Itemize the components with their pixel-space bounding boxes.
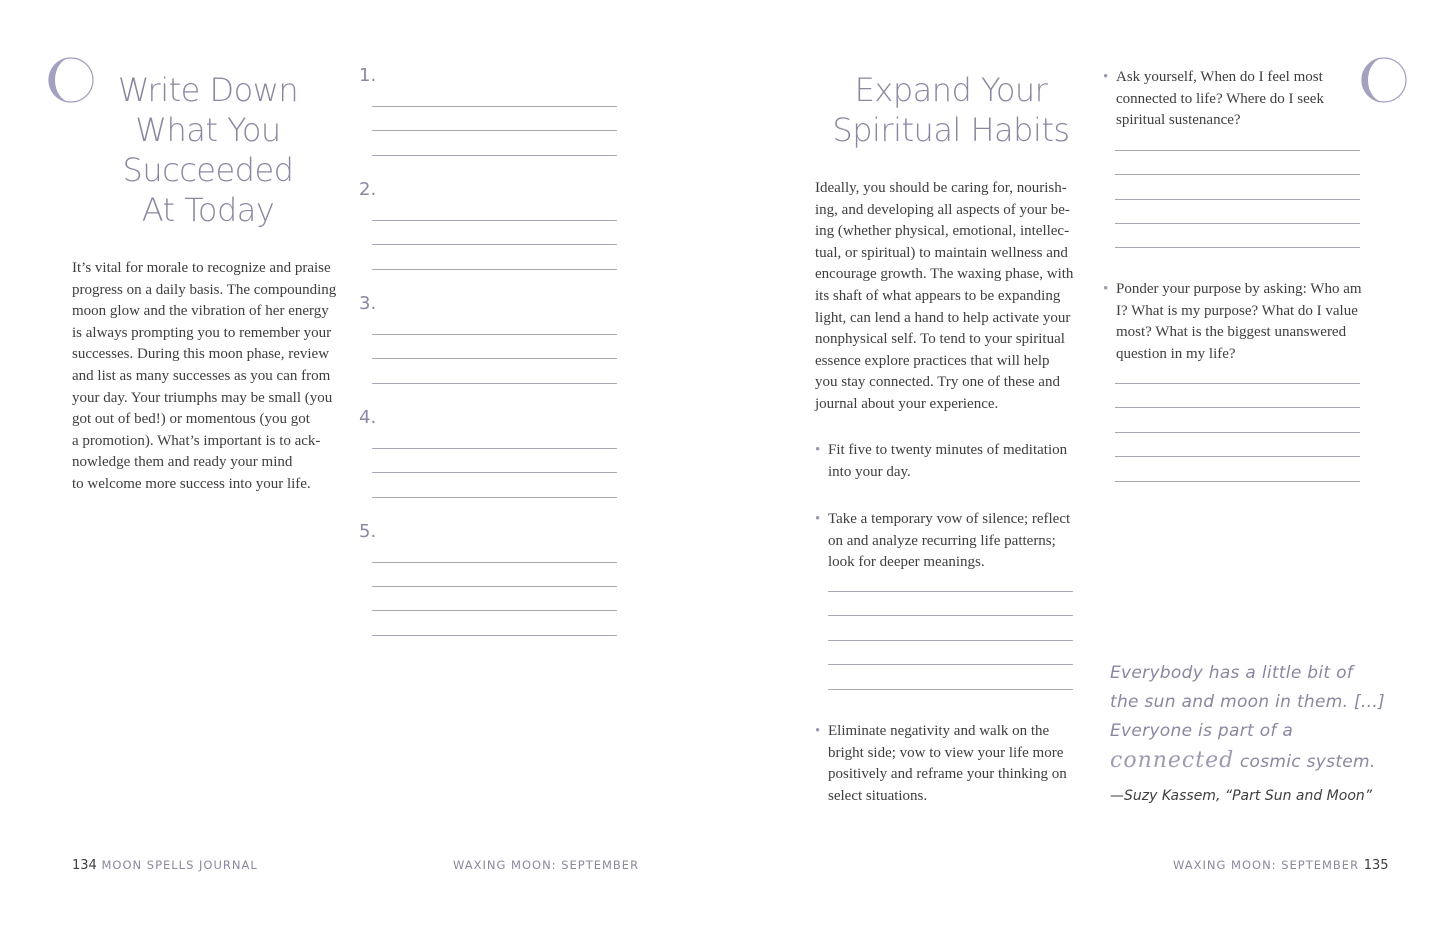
text-line: bright side; vow to view your life more (828, 744, 1064, 761)
bullet-dot-icon: • (1103, 69, 1109, 85)
text-line: journal about your experience. (815, 395, 999, 412)
writing-line[interactable] (372, 497, 617, 498)
text-line: got out of bed!) or momentous (you got (72, 411, 310, 428)
text-line: you stay connected. Try one of these and (815, 374, 1060, 391)
bullet-dot-icon: • (1103, 281, 1109, 297)
text-line: ing (whether physical, emotional, intellec- (815, 223, 1070, 240)
text-line: on and analyze recurring life patterns; (828, 532, 1056, 549)
text-line: encourage growth. The waxing phase, with (815, 266, 1074, 283)
writing-line[interactable] (1115, 456, 1360, 457)
page-title (92, 70, 324, 230)
text-line: to welcome more success into your life. (72, 475, 311, 492)
text-line: connected to life? Where do I seek (1116, 90, 1324, 107)
text-line: tual, or spiritual) to maintain wellness and (815, 244, 1068, 261)
text-line: I? What is my purpose? What do I value (1116, 302, 1358, 319)
quote-attribution: —Suzy Kassem, “Part Sun and Moon” (1110, 788, 1373, 804)
writing-line[interactable] (1115, 199, 1360, 200)
list-number: 2. (359, 179, 377, 200)
text-line: Ask yourself, When do I feel most (1116, 69, 1323, 85)
title-line: Succeeded (122, 151, 294, 189)
quote-line-rest: cosmic system. (1234, 752, 1376, 772)
text-line: essence explore practices that will help (815, 352, 1050, 369)
text-line: moon glow and the vibration of her energy (72, 303, 329, 320)
writing-line[interactable] (828, 664, 1073, 665)
text-line: Ideally, you should be caring for, nourish- (815, 180, 1067, 196)
text-line: your day. Your triumphs may be small (you (72, 389, 333, 406)
writing-line[interactable] (372, 220, 617, 221)
writing-line[interactable] (372, 472, 617, 473)
list-number: 4. (359, 407, 377, 428)
pull-quote (1110, 659, 1390, 777)
writing-line[interactable] (828, 615, 1073, 616)
page-footer (72, 858, 258, 873)
writing-line[interactable] (828, 640, 1073, 641)
list-number: 1. (359, 65, 377, 86)
bullet-item (1103, 279, 1362, 365)
text-line: nonphysical self. To tend to your spiritual (815, 331, 1065, 348)
intro-paragraph (72, 258, 340, 496)
text-line: Fit five to twenty minutes of meditation (828, 442, 1068, 458)
writing-line[interactable] (372, 269, 617, 270)
writing-line[interactable] (1115, 150, 1360, 151)
bullet-dot-icon: • (815, 442, 821, 458)
quote-line (1110, 746, 1390, 777)
text-line: most? What is the biggest unanswered (1116, 324, 1347, 341)
bullet-item (815, 721, 1067, 807)
page-footer (1173, 858, 1389, 873)
title-line: Write Down (117, 71, 299, 109)
writing-line[interactable] (1115, 247, 1360, 248)
text-line: select situations. (828, 787, 928, 804)
bullet-item (815, 440, 1068, 483)
list-number: 5. (359, 521, 377, 542)
writing-line[interactable] (1115, 432, 1360, 433)
writing-line[interactable] (372, 610, 617, 611)
text-line: Take a temporary vow of silence; reflect (828, 511, 1071, 527)
text-line: into your day. (828, 463, 911, 480)
running-head: WAXING MOON: SEPTEMBER (453, 858, 640, 872)
script-word: connected (1110, 748, 1235, 773)
title-line: Spiritual Habits (832, 111, 1070, 149)
crescent-moon-icon (1361, 57, 1407, 103)
text-line: a promotion). What’s important is to ack- (72, 432, 321, 449)
writing-line[interactable] (1115, 383, 1360, 384)
text-line: progress on a daily basis. The compounding (72, 281, 337, 298)
book-title: MOON SPELLS JOURNAL (101, 858, 258, 872)
bullet-item (1103, 67, 1324, 132)
title-line: At Today (141, 191, 275, 229)
writing-line[interactable] (372, 358, 617, 359)
writing-line[interactable] (372, 244, 617, 245)
text-line: ing, and developing all aspects of your be- (815, 201, 1070, 218)
quote-line: Everybody has a little bit of (1110, 663, 1354, 683)
intro-paragraph (815, 178, 1085, 416)
writing-line[interactable] (372, 586, 617, 587)
bullet-dot-icon: • (815, 723, 821, 739)
text-line: positively and reframe your thinking on (828, 766, 1067, 783)
bullet-dot-icon: • (815, 511, 821, 527)
page-number: 134 (72, 858, 97, 873)
writing-line[interactable] (372, 334, 617, 335)
text-line: light, can lend a hand to help activate your (815, 309, 1071, 326)
text-line: spiritual sustenance? (1116, 112, 1241, 129)
running-head: WAXING MOON: SEPTEMBER (1173, 858, 1360, 872)
text-line: Eliminate negativity and walk on the (828, 723, 1050, 739)
title-line: What You (135, 111, 281, 149)
writing-line[interactable] (372, 448, 617, 449)
quote-line: Everyone is part of a (1110, 721, 1294, 741)
title-line: Expand Your (854, 71, 1048, 109)
list-number: 3. (359, 293, 377, 314)
writing-line[interactable] (372, 155, 617, 156)
text-line: and list as many successes as you can from (72, 367, 331, 384)
writing-line[interactable] (1115, 481, 1360, 482)
writing-line[interactable] (372, 562, 617, 563)
text-line: It’s vital for morale to recognize and praise (72, 260, 331, 276)
text-line: is always prompting you to remember your (72, 324, 332, 341)
writing-line[interactable] (1115, 223, 1360, 224)
bullet-item (815, 509, 1071, 574)
writing-line[interactable] (1115, 407, 1360, 408)
text-line: question in my life? (1116, 345, 1236, 362)
writing-line[interactable] (828, 689, 1073, 690)
writing-line[interactable] (828, 591, 1073, 592)
crescent-moon-icon (48, 57, 94, 103)
writing-line[interactable] (372, 106, 617, 107)
writing-line[interactable] (372, 130, 617, 131)
text-line: successes. During this moon phase, review (72, 346, 330, 363)
text-line: its shaft of what appears to be expanding (815, 287, 1061, 304)
quote-line: the sun and moon in them. [...] (1110, 692, 1385, 712)
text-line: Ponder your purpose by asking: Who am (1116, 281, 1362, 297)
writing-line[interactable] (372, 635, 617, 636)
writing-line[interactable] (1115, 174, 1360, 175)
page-number: 135 (1363, 858, 1389, 873)
text-line: look for deeper meanings. (828, 554, 985, 571)
text-line: nowledge them and ready your mind (72, 454, 293, 471)
page-title (820, 70, 1082, 150)
writing-line[interactable] (372, 383, 617, 384)
